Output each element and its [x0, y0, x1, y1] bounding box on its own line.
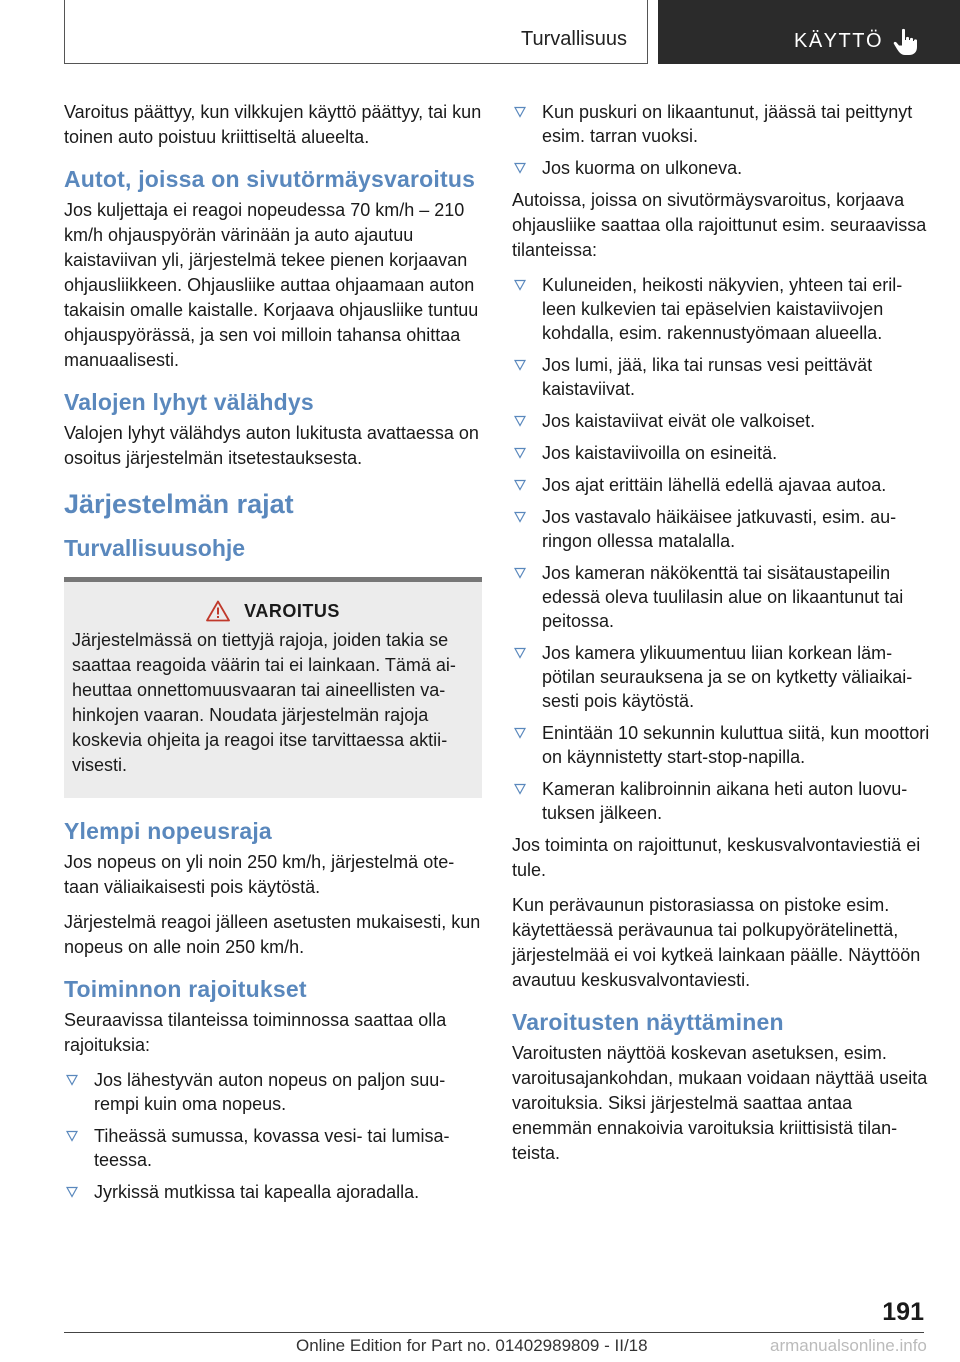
- list-item: [512, 100, 930, 148]
- heading-system-limits: Järjestelmän rajat: [64, 489, 294, 519]
- warning-box: [64, 577, 482, 798]
- bullet-triangle-icon: [514, 567, 526, 579]
- list-item-text: Jos ajat erittäin lähellä edellä ajavaa autoa.: [542, 475, 887, 495]
- bullet-triangle-icon: [514, 511, 526, 523]
- left-column: [64, 100, 482, 1212]
- bullet-triangle-icon: [514, 162, 526, 174]
- list-item: [512, 721, 930, 769]
- bullet-triangle-icon: [514, 106, 526, 118]
- heading-safety-note: Turvallisuusohje: [64, 535, 246, 561]
- paragraph: Jos kuljettaja ei reagoi nopeudessa 70 km/h – 210 km/h ohjauspyörän värinään ja auto ajautuu kaistaviivan yli, järjestelmä tekee pienen korjaavan ohjausliikkeen. Ohjausliike auttaa ohjaamaan auton takaisin omalle kaistalle. Korjaava ohjausliike tuntuu ohjauspyörässä, ja sen voi milloin tahansa ohittaa manuaalisesti.: [64, 200, 479, 370]
- list-item-text: Jos kaistaviivat eivät ole valkoiset.: [542, 411, 816, 431]
- bullet-triangle-icon: [514, 727, 526, 739]
- pointing-hand-icon: [892, 28, 922, 56]
- list-item-text: Enintään 10 sekunnin kuluttua siitä, kun moottori on käynnistetty start-stop-napilla.: [542, 723, 930, 767]
- list-item: [512, 505, 930, 553]
- list-item: [512, 353, 930, 401]
- list-item: [512, 641, 930, 713]
- list-item: [512, 273, 930, 345]
- paragraph: Jos nopeus on yli noin 250 km/h, järjestelmä otetaan väliaikaisesti pois käytöstä.: [64, 852, 455, 897]
- list-item-text: Tiheässä sumussa, kovassa vesi- tai lumisateessa.: [94, 1126, 450, 1170]
- paragraph: Autoissa, joissa on sivutörmäysvaroitus, korjaava ohjausliike saattaa olla rajoittunut esim. seuraavissa tilanteissa:: [512, 190, 927, 260]
- list-item-text: Jos kaistaviivoilla on esineitä.: [542, 443, 778, 463]
- bullet-triangle-icon: [514, 647, 526, 659]
- list-item: [512, 441, 930, 465]
- warning-triangle-icon: [206, 600, 230, 622]
- header-section-box: [64, 0, 648, 64]
- bullet-triangle-icon: [514, 447, 526, 459]
- heading-upper-speed-limit: Ylempi nopeusraja: [64, 818, 272, 844]
- footer-divider: [64, 1332, 924, 1333]
- bullet-triangle-icon: [66, 1130, 78, 1142]
- heading-function-limits: Toiminnon rajoitukset: [64, 976, 307, 1002]
- list-item: [512, 409, 930, 433]
- paragraph: Seuraavissa tilanteissa toiminnossa saattaa olla rajoituksia:: [64, 1010, 447, 1055]
- page-number: 191: [882, 1298, 924, 1326]
- list-item-text: Jos kamera ylikuumentuu liian korkean lämpötilan seurauksena ja se on kytketty väliaikaisesti pois käytöstä.: [542, 643, 913, 711]
- list-item-text: Kameran kalibroinnin aikana heti auton luovutuksen jälkeen.: [542, 779, 908, 823]
- list-item-text: Jos lähestyvän auton nopeus on paljon suurempi kuin oma nopeus.: [94, 1070, 446, 1114]
- list-item-text: Kuluneiden, heikosti näkyvien, yhteen tai erilleen kulkevien tai epäselvien kaistaviivojen kohdalla, esim. rakennustyömaan alueella.: [542, 275, 903, 343]
- limitations-list: [64, 1068, 482, 1204]
- bullet-triangle-icon: [514, 783, 526, 795]
- bullet-triangle-icon: [514, 415, 526, 427]
- list-item-text: Jos vastavalo häikäisee jatkuvasti, esim. auringon ollessa matalalla.: [542, 507, 897, 551]
- heading-light-flash: Valojen lyhyt välähdys: [64, 389, 314, 415]
- list-item-text: Jyrkissä mutkissa tai kapealla ajoradalla.: [94, 1182, 420, 1202]
- header-chapter-label: KÄYTTÖ: [794, 30, 884, 52]
- header-section-title: Turvallisuus: [521, 28, 627, 50]
- list-item-text: Jos lumi, jää, lika tai runsas vesi peittävät kaistaviivat.: [542, 355, 873, 399]
- bullet-triangle-icon: [66, 1074, 78, 1086]
- warning-title: VAROITUS: [244, 600, 340, 621]
- bullet-triangle-icon: [514, 479, 526, 491]
- list-item-text: Jos kuorma on ulkoneva.: [542, 158, 743, 178]
- paragraph: Varoitusten näyttöä koskevan asetuksen, esim. varoitusajankohdan, mukaan voidaan näyttää useita varoituksia. Siksi järjestelmä saattaa antaa enemmän ennakoivia varoituksia kriittisistä tilanteista.: [512, 1043, 928, 1163]
- list-item: [64, 1068, 482, 1116]
- list-item: [512, 473, 930, 497]
- footer-watermark[interactable]: armanualsonline.info: [770, 1336, 927, 1355]
- bullet-triangle-icon: [66, 1186, 78, 1198]
- paragraph: Valojen lyhyt välähdys auton lukitusta avattaessa on osoitus järjestelmän itsetestauksesta.: [64, 423, 479, 468]
- bullet-triangle-icon: [514, 279, 526, 291]
- footer-edition: Online Edition for Part no. 01402989809 - II/18: [296, 1336, 648, 1355]
- paragraph: Varoitus päättyy, kun vilkkujen käyttö päättyy, tai kun toinen auto poistuu kriittiseltä alueelta.: [64, 102, 482, 147]
- list-item: [512, 777, 930, 825]
- list-item-text: Kun puskuri on likaantunut, jäässä tai peittynyt esim. tarran vuoksi.: [542, 102, 913, 146]
- paragraph: Jos toiminta on rajoittunut, keskusvalvontaviestiä ei tule.: [512, 835, 921, 880]
- bullet-triangle-icon: [514, 359, 526, 371]
- warning-text: Järjestelmässä on tiettyjä rajoja, joiden takia se saattaa reagoida väärin tai ei lainkaan. Tämä aiheuttaa onnettomuusvaaran tai aineellisten vahinkojen vaaran. Noudata järjestelmän rajoja koskevia ohjeita ja reagoi itse tarvittaessa aktiivisesti.: [72, 630, 456, 775]
- list-item: [64, 1180, 482, 1204]
- heading-side-collision: Autot, joissa on sivutörmäysvaroitus: [64, 166, 476, 192]
- heading-warning-display: Varoitusten näyttäminen: [512, 1009, 784, 1035]
- list-item: [512, 156, 930, 180]
- list-item-text: Jos kameran näkökenttä tai sisätaustapeilin edessä oleva tuulilasin alue on likaantunut tai peitossa.: [542, 563, 904, 631]
- paragraph: Järjestelmä reagoi jälleen asetusten mukaisesti, kun nopeus on alle noin 250 km/h.: [64, 912, 481, 957]
- right-column: [512, 100, 930, 1176]
- list-item: [512, 561, 930, 633]
- limitations-list-continued: [512, 100, 930, 180]
- list-item: [64, 1124, 482, 1172]
- steering-limitations-list: [512, 273, 930, 825]
- paragraph: Kun perävaunun pistorasiassa on pistoke esim. käytettäessä perävaunua tai polkupyörätelinettä, järjestelmää ei voi kytkeä lainkaan päälle. Näyttöön avautuu keskusvalvontaviesti.: [512, 895, 921, 990]
